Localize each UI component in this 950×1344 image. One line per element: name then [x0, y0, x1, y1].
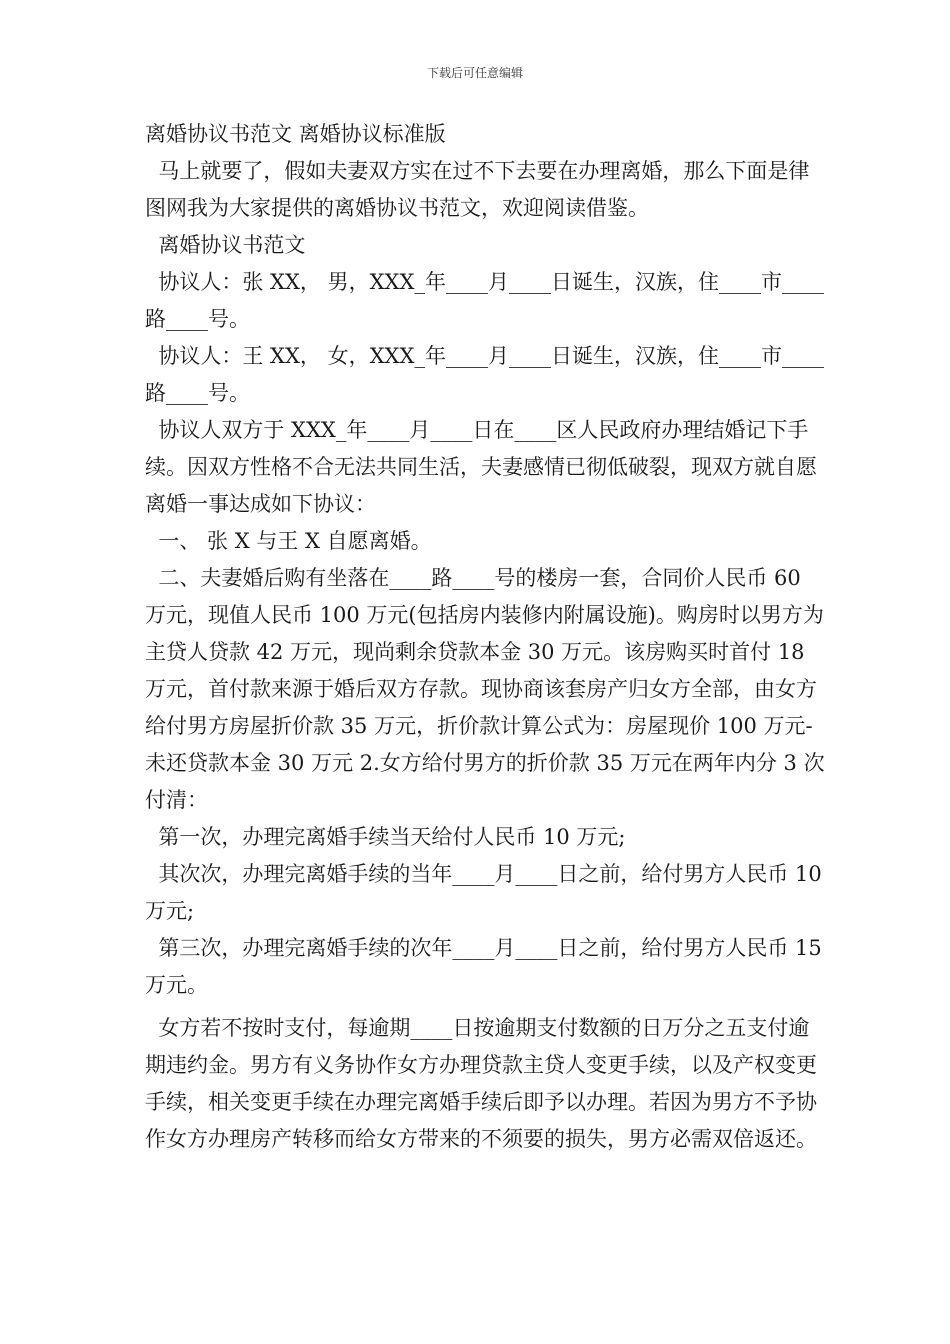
document-title: 离婚协议书范文 离婚协议标准版 [145, 122, 446, 146]
penalty-paragraph: 女方若不按时支付，每逾期____日按逾期支付数额的日万分之五支付逾期违约金。男方有义务协作女方办理贷款主贷人变更手续，以及产权变更手续，相关变更手续在办理完离婚手续后即予以办理。若因为男方不予协作女方办理房产转移而给女方带来的不须要的损失，男方必需双倍返还。 [145, 1016, 817, 1151]
party-b-paragraph: 协议人：王 XX， 女，XXX_年____月____日诞生，汉族，住____市____路____号。 [145, 344, 824, 405]
intro-paragraph: 马上就要了，假如夫妻双方实在过不下去要在办理离婚，那么下面是律图网我为大家提供的离婚协议书范文，欢迎阅读借鉴。 [145, 159, 810, 220]
party-a-paragraph: 协议人：张 XX， 男，XXX_年____月____日诞生，汉族，住____市____路____号。 [145, 270, 824, 331]
clause-two-paragraph: 二、夫妻婚后购有坐落在____路____号的楼房一套，合同价人民币 60 万元，现值人民币 100 万元(包括房内装修内附属设施)。购房时以男方为主贷人贷款 42 万元，现尚剩余贷款本金 30 万元。该房购买时首付 18 万元，首付款来源于婚后双方存款。现协商该套房产归女方全部，由女方给付男方房屋折价款 35 万元，折价款计算公式为：房屋现价 100 万元-未还贷款本金 30 万元 2.女方给付男方的折价款 35 万元在两年内分 3 次付清： [145, 566, 825, 812]
payment-second-paragraph: 其次次，办理完离婚手续的当年____月____日之前，给付男方人民币 10 万元; [145, 862, 829, 923]
payment-first-paragraph: 第一次，办理完离婚手续当天给付人民币 10 万元; [145, 825, 626, 849]
document-body [145, 116, 829, 1158]
clause-one-paragraph: 一、 张 X 与王 X 自愿离婚。 [145, 529, 432, 553]
section-heading: 离婚协议书范文 [145, 233, 306, 257]
payment-third-paragraph: 第三次，办理完离婚手续的次年____月____日之前，给付男方人民币 15 万元。 [145, 936, 829, 997]
agreement-preamble-paragraph: 协议人双方于 XXX_年____月____日在____区人民政府办理结婚记下手续。因双方性格不合无法共同生活，夫妻感情已彻低破裂，现双方就自愿离婚一事达成如下协议： [145, 418, 817, 516]
page-header-note: 下载后可任意编辑 [426, 66, 523, 80]
